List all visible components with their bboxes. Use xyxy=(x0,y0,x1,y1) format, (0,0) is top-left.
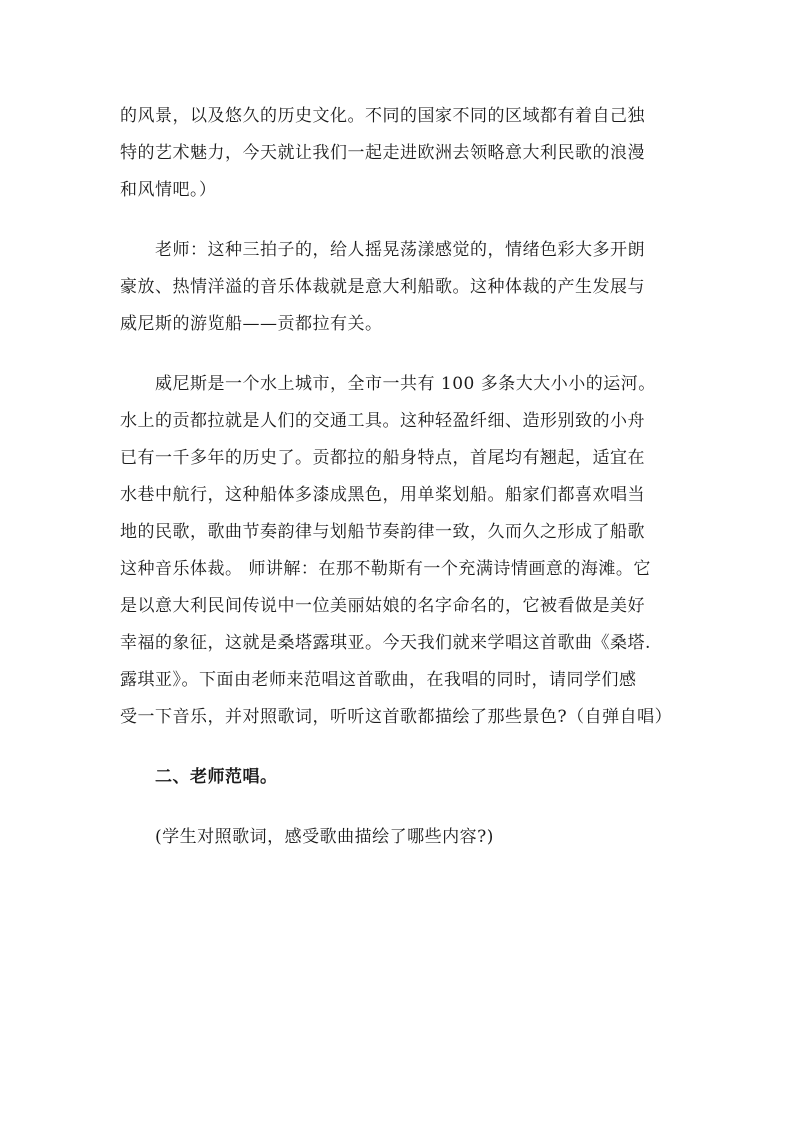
text-line: 这种音乐体裁。 师讲解：在那不勒斯有一个充满诗情画意的海滩。它 xyxy=(120,559,651,579)
paragraph-venice xyxy=(120,366,692,736)
text-line: 的风景，以及悠久的历史文化。不同的国家不同的区域都有着自己独 xyxy=(120,106,645,126)
text-line: 受一下音乐，并对照歌词，听听这首歌都描绘了那些景色?（自弹自唱） xyxy=(120,707,673,727)
text-line: 威尼斯的游览船——贡都拉有关。 xyxy=(120,314,383,334)
text-line: 豪放、热情洋溢的音乐体裁就是意大利船歌。这种体裁的产生发展与 xyxy=(120,277,645,297)
text-line: 是以意大利民间传说中一位美丽姑娘的名字命名的，它被看做是美好 xyxy=(120,596,645,616)
text-line: 水巷中航行，这种船体多漆成黑色，用单桨划船。船家们都喜欢唱当 xyxy=(120,485,645,505)
text-line: 威尼斯是一个水上城市，全市一共有 100 多条大大小小的运河。 xyxy=(155,374,656,394)
text-line: 水上的贡都拉就是人们的交通工具。这种轻盈纤细、造形别致的小舟 xyxy=(120,411,645,431)
paragraph-intro xyxy=(120,98,692,209)
heading-text: 二、老师范唱。 xyxy=(155,767,278,787)
text-line: 已有一千多年的历史了。贡都拉的船身特点，首尾均有翘起，适宜在 xyxy=(120,448,645,468)
text-line: 和风情吧。） xyxy=(120,180,217,200)
paragraph-student xyxy=(120,819,692,856)
text-line: 地的民歌，歌曲节奏韵律与划船节奏韵律一致，久而久之形成了船歌 xyxy=(120,522,645,542)
text-line: (学生对照歌词，感受歌曲描绘了哪些内容?) xyxy=(155,827,494,847)
text-line: 老师：这种三拍子的，给人摇晃荡漾感觉的，情绪色彩大多开朗 xyxy=(155,240,645,260)
section-heading xyxy=(120,759,692,796)
text-line: 露琪亚》。下面由老师来范唱这首歌曲，在我唱的同时，请同学们感 xyxy=(120,670,637,690)
text-line: 幸福的象征，这就是桑塔露琪亚。今天我们就来学唱这首歌曲《桑塔. xyxy=(120,633,651,653)
document-page xyxy=(120,98,692,879)
text-line: 特的艺术魅力，今天就让我们一起走进欧洲去领略意大利民歌的浪漫 xyxy=(120,143,645,163)
paragraph-teacher xyxy=(120,232,692,343)
